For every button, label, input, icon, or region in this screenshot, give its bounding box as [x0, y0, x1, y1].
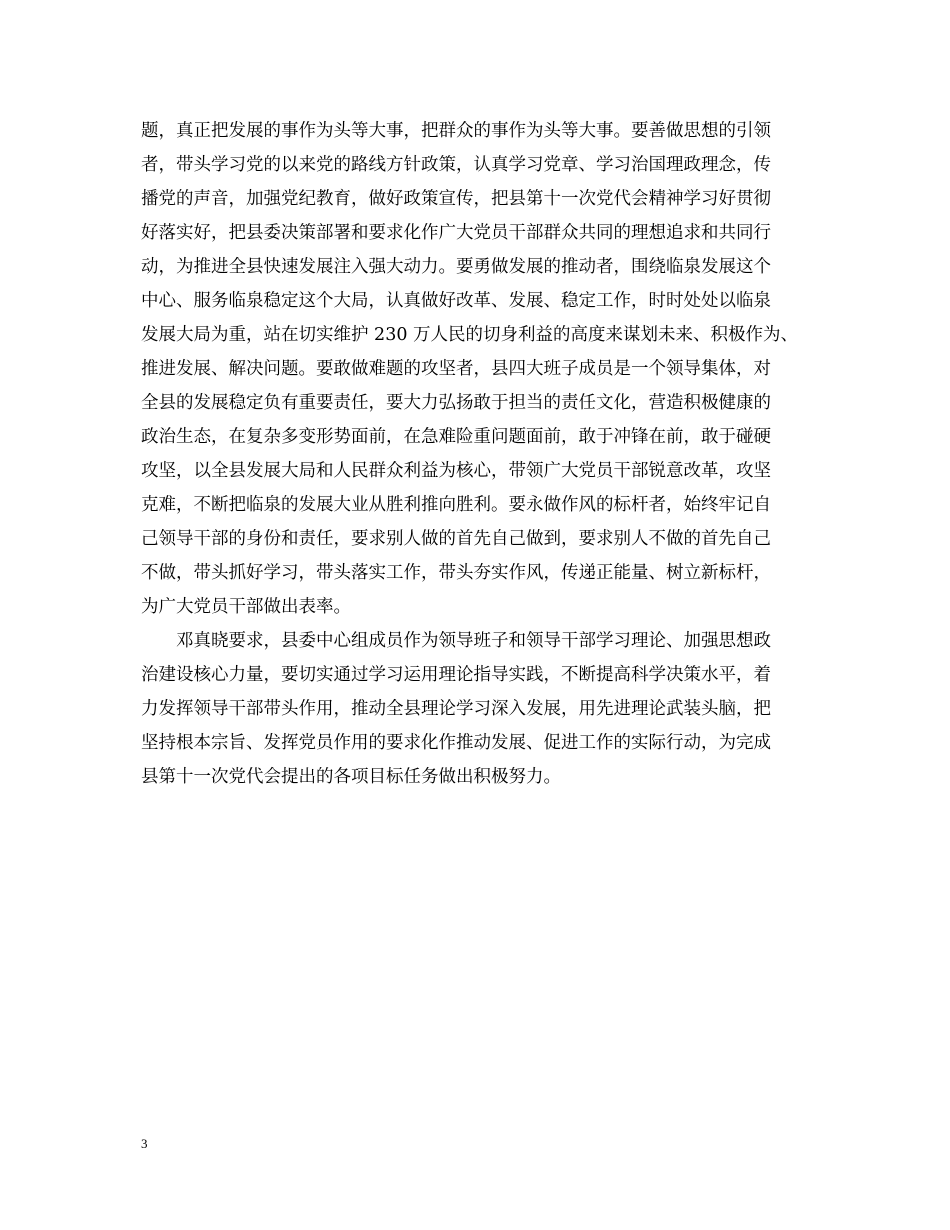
- text-line: 中心、服务临泉稳定这个大局，认真做好改革、发展、稳定工作，时时处处以临泉: [141, 291, 771, 311]
- text-line: 为广大党员干部做出表率。: [141, 597, 351, 617]
- text-line: 播党的声音，加强党纪教育，做好政策宣传，把县第十一次党代会精神学习好贯彻: [141, 189, 771, 209]
- paragraph-2: [141, 624, 821, 794]
- text-line: 好落实好，把县委决策部署和要求化作广大党员干部群众共同的理想追求和共同行: [141, 223, 771, 243]
- text-line: 发展大局为重，站在切实维护 230 万人民的切身利益的高度来谋划未来、积极作为、: [141, 325, 799, 345]
- text-line: 邓真晓要求，县委中心组成员作为领导班子和领导干部学习理论、加强思想政: [141, 631, 771, 651]
- paragraph-1: [141, 114, 821, 624]
- text-line: 克难，不断把临泉的发展大业从胜利推向胜利。要永做作风的标杆者，始终牢记自: [141, 495, 771, 515]
- text-line: 治建设核心力量，要切实通过学习运用理论指导实践，不断提高科学决策水平，着: [141, 665, 771, 685]
- text-line: 力发挥领导干部带头作用，推动全县理论学习深入发展，用先进理论武装头脑，把: [141, 699, 771, 719]
- text-line: 推进发展、解决问题。要敢做难题的攻坚者，县四大班子成员是一个领导集体，对: [141, 359, 771, 379]
- text-line: 政治生态，在复杂多变形势面前，在急难险重问题面前，敢于冲锋在前，敢于碰硬: [141, 427, 771, 447]
- page-number: 3: [141, 1136, 148, 1151]
- text-line: 全县的发展稳定负有重要责任，要大力弘扬敢于担当的责任文化，营造积极健康的: [141, 393, 771, 413]
- text-line: 县第十一次党代会提出的各项目标任务做出积极努力。: [141, 767, 561, 787]
- body-text: [141, 114, 821, 794]
- text-line: 攻坚，以全县发展大局和人民群众利益为核心，带领广大党员干部锐意改革，攻坚: [141, 461, 771, 481]
- text-line: 不做，带头抓好学习，带头落实工作，带头夯实作风，传递正能量、树立新标杆，: [141, 563, 771, 583]
- text-line: 题，真正把发展的事作为头等大事，把群众的事作为头等大事。要善做思想的引领: [141, 121, 771, 141]
- text-line: 动，为推进全县快速发展注入强大动力。要勇做发展的推动者，围绕临泉发展这个: [141, 257, 771, 277]
- text-line: 坚持根本宗旨、发挥党员作用的要求化作推动发展、促进工作的实际行动，为完成: [141, 733, 771, 753]
- text-line: 者，带头学习党的以来党的路线方针政策，认真学习党章、学习治国理政理念，传: [141, 155, 771, 175]
- text-line: 己领导干部的身份和责任，要求别人做的首先自己做到，要求别人不做的首先自己: [141, 529, 771, 549]
